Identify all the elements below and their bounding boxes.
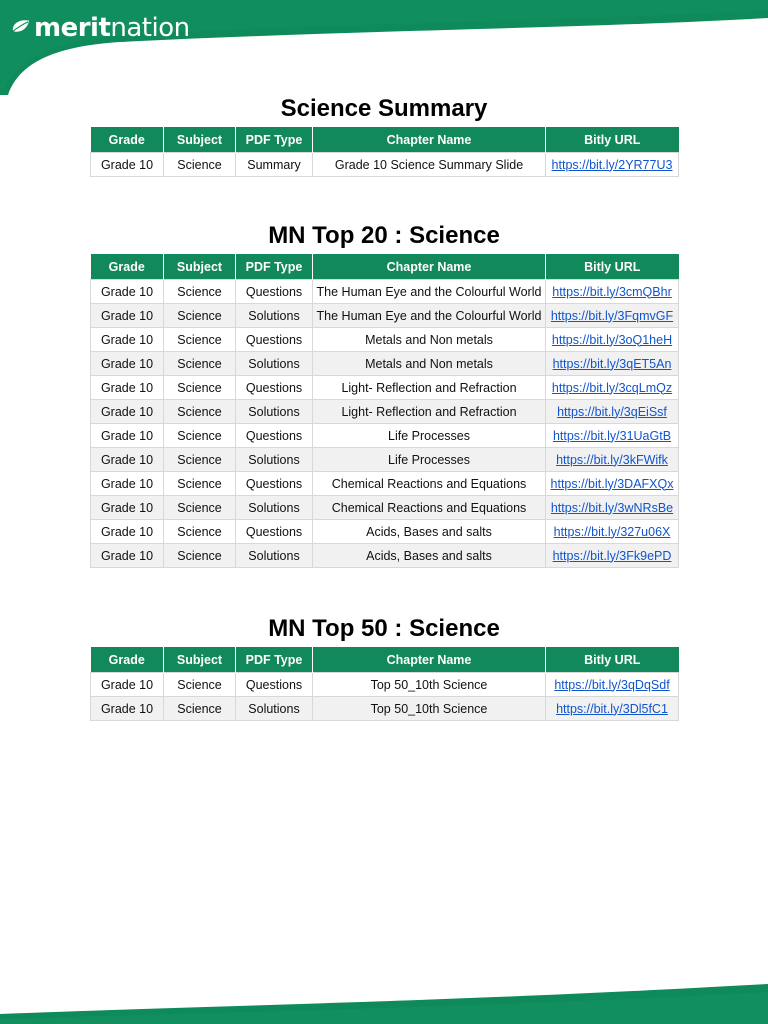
header-chapter-name: Chapter Name <box>313 127 546 153</box>
header-bitly-url: Bitly URL <box>546 254 679 280</box>
bitly-url-link[interactable]: https://bit.ly/3qEiSsf <box>557 404 667 419</box>
section-title: MN Top 50 : Science <box>268 615 500 642</box>
table-header-row <box>91 127 679 153</box>
table-row <box>91 673 679 697</box>
chapter-name-cell: Acids, Bases and salts <box>313 544 546 568</box>
science-summary-section <box>90 91 678 177</box>
table-row <box>91 376 679 400</box>
header-subject: Subject <box>164 647 236 673</box>
pdf-type-cell: Questions <box>236 424 313 448</box>
pdf-type-cell: Questions <box>236 673 313 697</box>
chapter-name-cell: Life Processes <box>313 424 546 448</box>
subject-cell: Science <box>164 448 236 472</box>
grade-cell: Grade 10 <box>91 376 164 400</box>
table-row <box>91 544 679 568</box>
subject-cell: Science <box>164 544 236 568</box>
header-pdf-type: PDF Type <box>236 127 313 153</box>
table-body <box>91 153 679 177</box>
table-row <box>91 472 679 496</box>
grade-cell: Grade 10 <box>91 697 164 721</box>
section-title: Science Summary <box>280 95 488 122</box>
chapter-name-cell: Life Processes <box>313 448 546 472</box>
section-title: MN Top 20 : Science <box>268 222 500 249</box>
footer-band <box>0 984 768 1024</box>
table-row <box>91 280 679 304</box>
bitly-url-link[interactable]: https://bit.ly/2YR77U3 <box>551 157 673 172</box>
pdf-type-cell: Questions <box>236 280 313 304</box>
top-20-table <box>90 254 679 568</box>
grade-cell: Grade 10 <box>91 544 164 568</box>
subject-cell: Science <box>164 352 236 376</box>
chapter-name-cell: The Human Eye and the Colourful World <box>313 280 546 304</box>
bitly-url-link[interactable]: https://bit.ly/3FqmvGF <box>550 308 674 323</box>
table-row <box>91 424 679 448</box>
chapter-name-cell: Grade 10 Science Summary Slide <box>313 153 546 177</box>
bitly-url-cell <box>546 520 679 544</box>
bitly-url-link[interactable]: https://bit.ly/3cqLmQz <box>551 380 673 395</box>
grade-cell: Grade 10 <box>91 520 164 544</box>
leaf-icon <box>10 17 32 39</box>
chapter-name-cell: Metals and Non metals <box>313 352 546 376</box>
bitly-url-cell <box>546 472 679 496</box>
grade-cell: Grade 10 <box>91 673 164 697</box>
header-chapter-name: Chapter Name <box>313 647 546 673</box>
header-bitly-url: Bitly URL <box>546 127 679 153</box>
header-subject: Subject <box>164 254 236 280</box>
bitly-url-link[interactable]: https://bit.ly/327u06X <box>553 524 671 539</box>
pdf-type-cell: Questions <box>236 520 313 544</box>
header-subject: Subject <box>164 127 236 153</box>
grade-cell: Grade 10 <box>91 472 164 496</box>
table-body <box>91 280 679 568</box>
subject-cell: Science <box>164 472 236 496</box>
header-bitly-url: Bitly URL <box>546 647 679 673</box>
bitly-url-link[interactable]: https://bit.ly/3Fk9ePD <box>552 548 672 563</box>
bitly-url-cell <box>546 352 679 376</box>
bitly-url-cell <box>546 697 679 721</box>
grade-cell: Grade 10 <box>91 153 164 177</box>
bitly-url-cell <box>546 153 679 177</box>
chapter-name-cell: Top 50_10th Science <box>313 673 546 697</box>
table-header-row <box>91 254 679 280</box>
meritnation-logo[interactable] <box>10 12 190 44</box>
bitly-url-link[interactable]: https://bit.ly/3DAFXQx <box>550 476 674 491</box>
bitly-url-link[interactable]: https://bit.ly/3cmQBhr <box>552 284 672 299</box>
bitly-url-link[interactable]: https://bit.ly/31UaGtB <box>552 428 672 443</box>
bitly-url-cell <box>546 376 679 400</box>
pdf-type-cell: Questions <box>236 376 313 400</box>
table-header-row <box>91 647 679 673</box>
summary-table <box>90 127 679 177</box>
chapter-name-cell: Metals and Non metals <box>313 328 546 352</box>
pdf-type-cell: Solutions <box>236 304 313 328</box>
bitly-url-link[interactable]: https://bit.ly/3kFWifk <box>556 452 668 467</box>
bitly-url-cell <box>546 328 679 352</box>
pdf-type-cell: Solutions <box>236 400 313 424</box>
header-chapter-name: Chapter Name <box>313 254 546 280</box>
grade-cell: Grade 10 <box>91 352 164 376</box>
chapter-name-cell: Light- Reflection and Refraction <box>313 376 546 400</box>
subject-cell: Science <box>164 697 236 721</box>
bitly-url-link[interactable]: https://bit.ly/3oQ1heH <box>551 332 673 347</box>
subject-cell: Science <box>164 153 236 177</box>
grade-cell: Grade 10 <box>91 304 164 328</box>
grade-cell: Grade 10 <box>91 448 164 472</box>
bitly-url-cell <box>546 673 679 697</box>
table-body <box>91 673 679 721</box>
pdf-type-cell: Solutions <box>236 352 313 376</box>
subject-cell: Science <box>164 496 236 520</box>
top-50-table <box>90 647 679 721</box>
pdf-type-cell: Solutions <box>236 544 313 568</box>
chapter-name-cell: Chemical Reactions and Equations <box>313 496 546 520</box>
mn-top-20-section <box>90 218 678 568</box>
table-row <box>91 352 679 376</box>
bitly-url-link[interactable]: https://bit.ly/3qET5An <box>552 356 672 371</box>
subject-cell: Science <box>164 673 236 697</box>
table-row <box>91 328 679 352</box>
grade-cell: Grade 10 <box>91 400 164 424</box>
chapter-name-cell: Light- Reflection and Refraction <box>313 400 546 424</box>
table-row <box>91 697 679 721</box>
bitly-url-cell <box>546 304 679 328</box>
bitly-url-link[interactable]: https://bit.ly/3Dl5fC1 <box>556 701 668 716</box>
bitly-url-cell <box>546 448 679 472</box>
header-grade: Grade <box>91 127 164 153</box>
grade-cell: Grade 10 <box>91 424 164 448</box>
chapter-name-cell: The Human Eye and the Colourful World <box>313 304 546 328</box>
header-grade: Grade <box>91 254 164 280</box>
pdf-type-cell: Solutions <box>236 697 313 721</box>
subject-cell: Science <box>164 280 236 304</box>
subject-cell: Science <box>164 304 236 328</box>
table-row <box>91 520 679 544</box>
pdf-type-cell: Solutions <box>236 496 313 520</box>
table-row <box>91 153 679 177</box>
grade-cell: Grade 10 <box>91 496 164 520</box>
pdf-type-cell: Summary <box>236 153 313 177</box>
bitly-url-cell <box>546 280 679 304</box>
logo-text-merit: merit <box>34 13 111 43</box>
bitly-url-link[interactable]: https://bit.ly/3qDqSdf <box>554 677 670 692</box>
table-row <box>91 448 679 472</box>
mn-top-50-section <box>90 611 678 721</box>
subject-cell: Science <box>164 328 236 352</box>
pdf-type-cell: Questions <box>236 328 313 352</box>
chapter-name-cell: Chemical Reactions and Equations <box>313 472 546 496</box>
pdf-type-cell: Questions <box>236 472 313 496</box>
bitly-url-cell <box>546 544 679 568</box>
table-row <box>91 400 679 424</box>
subject-cell: Science <box>164 376 236 400</box>
subject-cell: Science <box>164 400 236 424</box>
table-row <box>91 304 679 328</box>
bitly-url-cell <box>546 424 679 448</box>
grade-cell: Grade 10 <box>91 328 164 352</box>
pdf-type-cell: Solutions <box>236 448 313 472</box>
header-grade: Grade <box>91 647 164 673</box>
chapter-name-cell: Top 50_10th Science <box>313 697 546 721</box>
table-row <box>91 496 679 520</box>
subject-cell: Science <box>164 520 236 544</box>
bitly-url-link[interactable]: https://bit.ly/3wNRsBe <box>550 500 674 515</box>
logo-text-nation: nation <box>110 13 190 43</box>
bitly-url-cell <box>546 400 679 424</box>
header-pdf-type: PDF Type <box>236 647 313 673</box>
subject-cell: Science <box>164 424 236 448</box>
grade-cell: Grade 10 <box>91 280 164 304</box>
header-pdf-type: PDF Type <box>236 254 313 280</box>
chapter-name-cell: Acids, Bases and salts <box>313 520 546 544</box>
bitly-url-cell <box>546 496 679 520</box>
